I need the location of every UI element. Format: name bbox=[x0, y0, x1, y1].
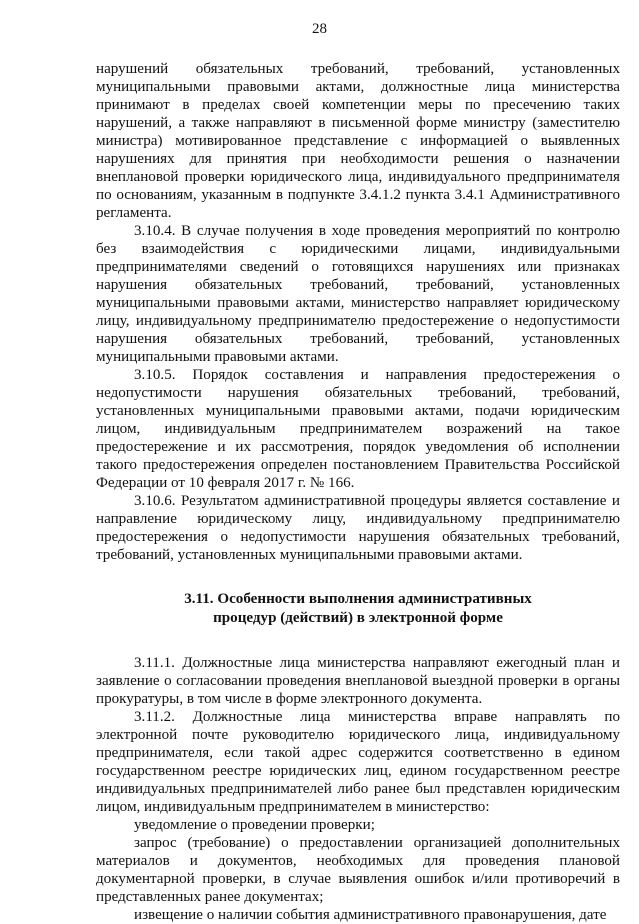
section-heading bbox=[96, 590, 620, 628]
paragraph-3-10-4: 3.10.4. В случае получения в ходе проведения мероприятий по контролю без взаимодействия с юридическими лицами, индивидуальными предпринимателями сведений о готовящихся нарушениях или признаках нарушения обязательных требований, требований, установленных муниципальными правовыми актами, министерство направляет юридическому лицу, индивидуальному предпринимателю предостережение о недопустимости нарушения обязательных требований, требований, установленных муниципальными правовыми актами. bbox=[96, 223, 620, 365]
paragraph-3-10-5: 3.10.5. Порядок составления и направления предостережения о недопустимости нарушения обязательных требований, требований, установленных муниципальными правовыми актами, подачи юридическим лицом, индивидуальным предпринимателем возражений на такое предостережение и их рассмотрения, порядок уведомления об исполнении такого предостережения определен постановлением Правительства Российской Федерации от 10 февраля 2017 г. № 166. bbox=[96, 367, 620, 491]
list-item: запрос (требование) о предоставлении организацией дополнительных материалов и документов, необходимых для проведения плановой документарной проверки, в случае выявления ошибок и/или противоречий в представленных ранее документах; bbox=[96, 835, 620, 905]
paragraph-continuation: нарушений обязательных требований, требований, установленных муниципальными правовыми актами, должностные лица министерства принимают в пределах своей компетенции меры по пресечению таких нарушений, а также направляют в письменной форме министру (заместителю министра) мотивированное представление с информацией о выявленных нарушениях для принятия при необходимости решения о назначении внеплановой проверки юридического лица, индивидуального предпринимателя по основаниям, указанным в подпункте 3.4.1.2 пункта 3.4.1 Административного регламента. bbox=[96, 61, 620, 221]
document-body bbox=[96, 60, 620, 924]
list-item: извещение о наличии события административного правонарушения, дате bbox=[134, 907, 607, 923]
paragraph-3-11-1: 3.11.1. Должностные лица министерства направляют ежегодный план и заявление о согласовании проведения внеплановой выездной проверки в органы прокуратуры, в том числе в форме электронного документа. bbox=[96, 655, 620, 707]
page-number: 28 bbox=[312, 21, 327, 37]
paragraph-3-11-2: 3.11.2. Должностные лица министерства вправе направлять по электронной почте руководителю юридического лица, индивидуальному предпринимателя, если такой адрес содержится соответственно в едином государственном реестре юридических лиц, едином государственном реестре индивидуальных предпринимателей либо ранее был представлен юридическим лицом, индивидуальным предпринимателем в министерство: bbox=[96, 709, 620, 815]
section-heading-line-1: 3.11. Особенности выполнения административных bbox=[184, 591, 532, 607]
list-item: уведомление о проведении проверки; bbox=[134, 817, 375, 833]
section-heading-line-2: процедур (действий) в электронной форме bbox=[213, 610, 503, 626]
paragraph-3-10-6: 3.10.6. Результатом административной процедуры является составление и направление юридическому лицу, индивидуальному предпринимателю предостережения о недопустимости нарушения обязательных требований, требований, установленных муниципальными правовыми актами. bbox=[96, 493, 620, 563]
